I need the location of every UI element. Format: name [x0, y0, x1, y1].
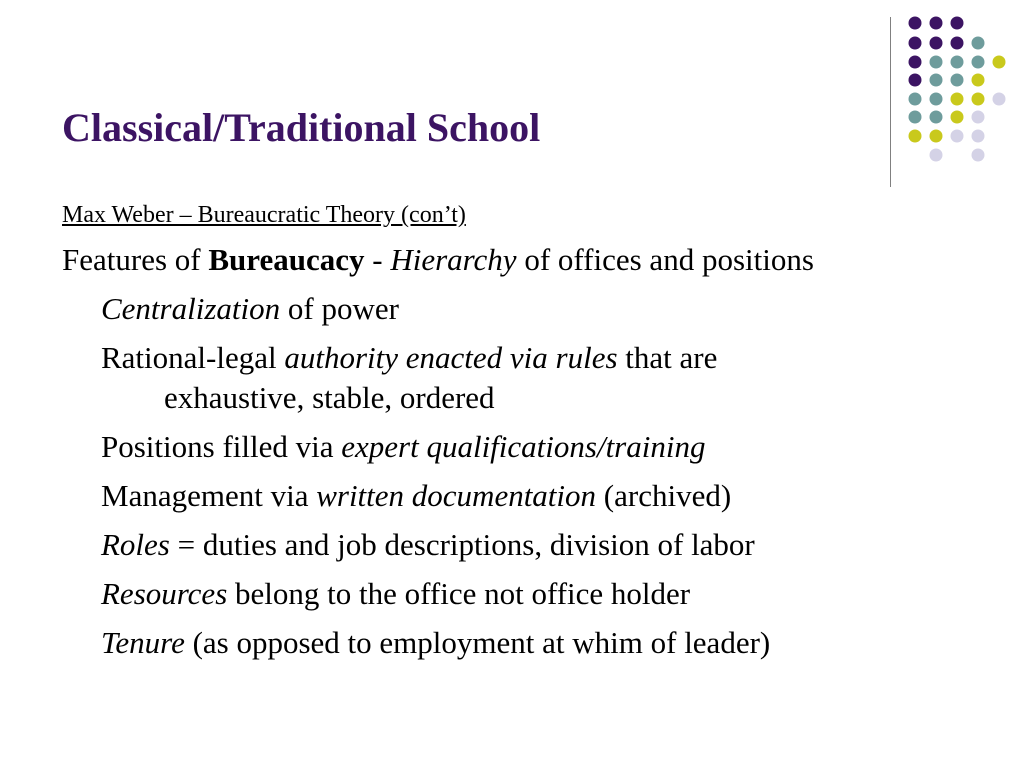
decorative-dot [993, 56, 1006, 69]
decorative-dot [972, 74, 985, 87]
decorative-dot [951, 93, 964, 106]
bureaucracy-term: Bureaucacy [208, 242, 365, 277]
decorative-dot [909, 17, 922, 30]
hierarchy-term: Hierarchy [390, 242, 517, 277]
slide-title: Classical/Traditional School [62, 105, 541, 150]
decorative-dot [972, 37, 985, 50]
decorative-dot [930, 37, 943, 50]
features-rest: of offices and positions [516, 242, 814, 277]
title-divider-line [890, 17, 891, 187]
decorative-dot [930, 93, 943, 106]
decorative-dot [972, 149, 985, 162]
rational-rest: that are [617, 340, 718, 375]
rational-prefix: Rational-legal [101, 340, 285, 375]
decorative-dot [909, 93, 922, 106]
roles-rest: = duties and job descriptions, division of labor [169, 527, 755, 562]
management-item [101, 478, 731, 514]
positions-prefix: Positions filled via [101, 429, 342, 464]
decorative-dot [972, 93, 985, 106]
tenure-rest: (as opposed to employment at whim of leader) [184, 625, 771, 660]
tenure-item [101, 625, 770, 661]
management-prefix: Management via [101, 478, 317, 513]
decorative-dot [951, 37, 964, 50]
decorative-dot [930, 149, 943, 162]
decorative-dot [951, 111, 964, 124]
decorative-dot [951, 17, 964, 30]
resources-item [101, 576, 690, 612]
decorative-dot [930, 56, 943, 69]
decorative-dot [972, 111, 985, 124]
decorative-dot-grid [0, 0, 1024, 200]
decorative-dot [951, 56, 964, 69]
features-dash: - [364, 242, 391, 277]
bureaucracy-features-line [62, 242, 814, 278]
decorative-dot [909, 37, 922, 50]
decorative-dot [930, 130, 943, 143]
decorative-dot [993, 93, 1006, 106]
centralization-rest: of power [280, 291, 399, 326]
rational-legal-continuation: exhaustive, stable, ordered [164, 380, 495, 415]
resources-rest: belong to the office not office holder [227, 576, 691, 611]
decorative-dot [972, 130, 985, 143]
positions-item [101, 429, 705, 465]
roles-item [101, 527, 755, 563]
features-prefix: Features of [62, 242, 209, 277]
centralization-term: Centralization [101, 291, 281, 326]
centralization-item [101, 291, 399, 327]
documentation-term: written documentation [316, 478, 597, 513]
rational-legal-item [101, 340, 717, 376]
decorative-dot [972, 56, 985, 69]
section-subheading: Max Weber – Bureaucratic Theory (con’t) [62, 202, 466, 228]
management-rest: (archived) [596, 478, 732, 513]
decorative-dot [909, 56, 922, 69]
decorative-dot [909, 130, 922, 143]
decorative-dot [930, 17, 943, 30]
resources-term: Resources [101, 576, 228, 611]
qualifications-term: expert qualifications/training [341, 429, 706, 464]
tenure-term: Tenure [101, 625, 185, 660]
authority-term: authority enacted via rules [284, 340, 618, 375]
decorative-dot [951, 130, 964, 143]
decorative-dot [909, 74, 922, 87]
roles-term: Roles [101, 527, 170, 562]
decorative-dot [930, 111, 943, 124]
decorative-dot [930, 74, 943, 87]
decorative-dot [909, 111, 922, 124]
decorative-dot [951, 74, 964, 87]
